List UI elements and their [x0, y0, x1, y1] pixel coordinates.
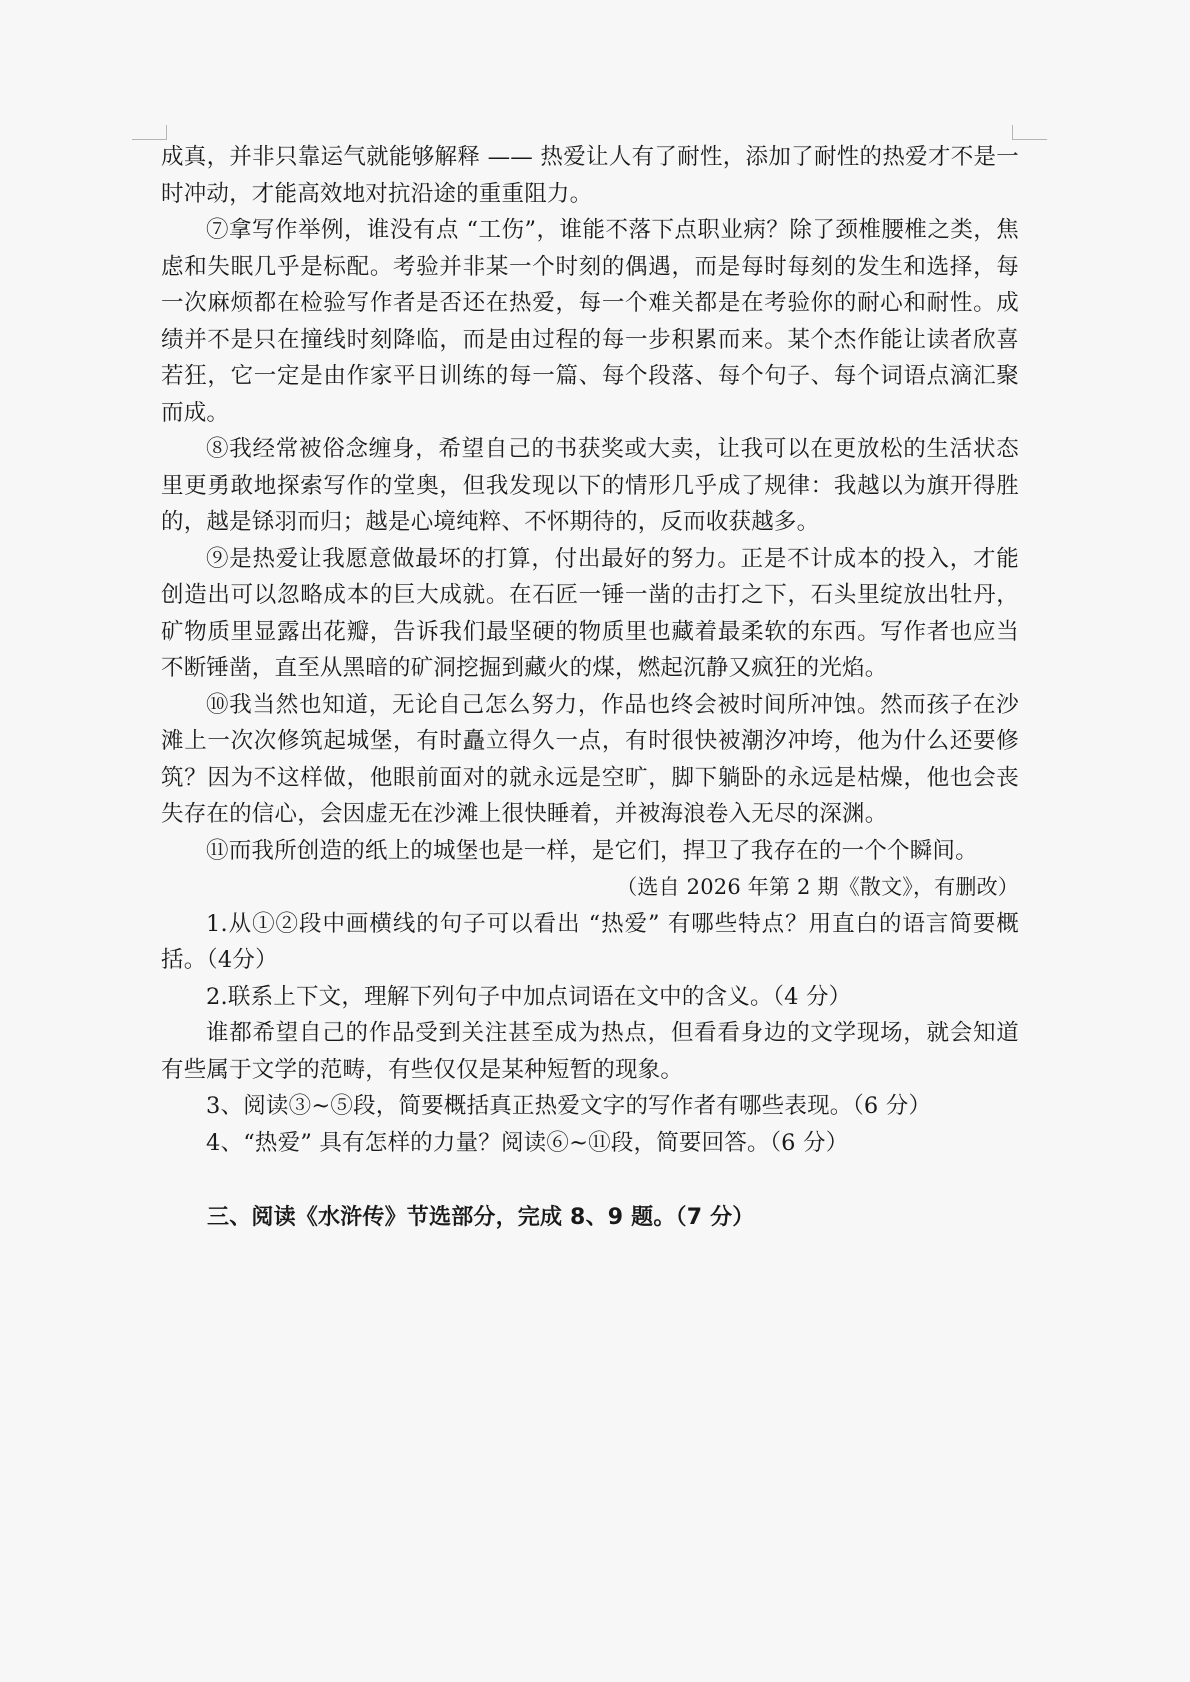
paragraph-8: ⑧我经常被俗念缠身，希望自己的书获奖或大卖，让我可以在更放松的生活状态里更勇敢地探索写作的堂奥，但我发现以下的情形几乎成了规律：我越以为旗开得胜的，越是铩羽而归；越是心境纯粹、不怀期待的，反而收获越多。	[161, 436, 1019, 535]
question-3: 3、阅读③~⑤段，简要概括真正热爱文字的写作者有哪些表现。（6 分）	[206, 1093, 932, 1119]
section-heading: 三、阅读《水浒传》节选部分，完成 8、9 题。（7 分）	[207, 1205, 755, 1230]
page-corner-mark-right	[1012, 125, 1047, 140]
paragraph-11: ⑪而我所创造的纸上的城堡也是一样，是它们，捍卫了我存在的一个个瞬间。	[206, 837, 978, 864]
source-citation: （选自 2026 年第 2 期《散文》，有删改）	[616, 875, 1019, 899]
paragraph-10: ⑩我当然也知道，无论自己怎么努力，作品也终会被时间所冲蚀。然而孩子在沙滩上一次次修筑起城堡，有时矗立得久一点，有时很快被潮汐冲垮，他为什么还要修筑？因为不这样做，他眼前面对的就永远是空旷，脚下躺卧的永远是枯燥，他也会丧失存在的信心，会因虚无在沙滩上很快睡着，并被海浪卷入无尽的深渊。	[161, 691, 1019, 827]
paragraph-continued: 成真，并非只靠运气就能够解释 —— 热爱让人有了耐性，添加了耐性的热爱才不是一时冲动，才能高效地对抗沿途的重重阻力。	[161, 144, 1019, 207]
page-content	[161, 139, 1019, 1237]
paragraph-9: ⑨是热爱让我愿意做最坏的打算，付出最好的努力。正是不计成本的投入，才能创造出可以忽略成本的巨大成就。在石匠一锤一凿的击打之下，石头里绽放出牡丹，矿物质里显露出花瓣，告诉我们最坚硬的物质里也藏着最柔软的东西。写作者也应当不断锤凿，直至从黑暗的矿洞挖掘到藏火的煤，燃起沉静又疯狂的光焰。	[161, 545, 1019, 681]
paragraph-7: ⑦拿写作举例，谁没有点 “工伤”，谁能不落下点职业病？除了颈椎腰椎之类，焦虑和失眠几乎是标配。考验并非某一个时刻的偶遇，而是每时每刻的发生和选择，每一次麻烦都在检验写作者是否还在热爱，每一个难关都是在考验你的耐心和耐性。成绩并不是只在撞线时刻降临，而是由过程的每一步积累而来。某个杰作能让读者欣喜若狂，它一定是由作家平日训练的每一篇、每个段落、每个句子、每个词语点滴汇聚而成。	[161, 217, 1019, 426]
page-corner-mark-left	[132, 125, 167, 140]
question-1: 1.从①②段中画横线的句子可以看出 “热爱” 有哪些特点？用直白的语言简要概括。（4分）	[161, 910, 1019, 973]
question-2: 2.联系上下文，理解下列句子中加点词语在文中的含义。（4 分）	[206, 983, 852, 1010]
question-2-sentence: 谁都希望自己的作品受到关注甚至成为热点，但看看身边的文学现场，就会知道有些属于文学的范畴，有些仅仅是某种短暂的现象。	[161, 1020, 1019, 1083]
question-4: 4、“热爱” 具有怎样的力量？阅读⑥~⑪段，简要回答。（6 分）	[206, 1129, 849, 1156]
